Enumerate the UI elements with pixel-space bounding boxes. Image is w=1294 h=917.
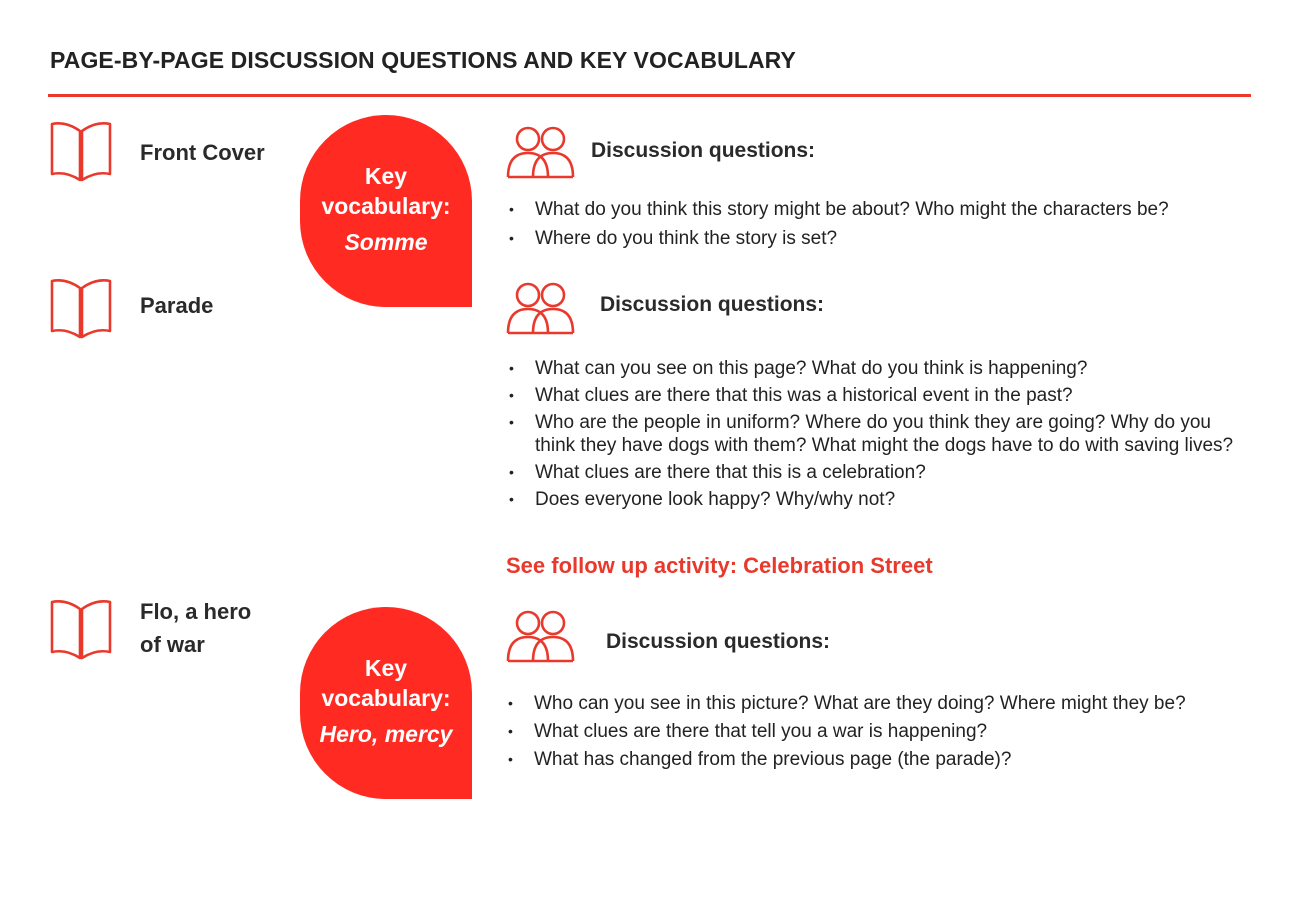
people-icon <box>506 281 576 335</box>
list-item: • Who can you see in this picture? What are they doing? Where might they be? <box>506 692 1251 715</box>
discussion-questions-heading: Discussion questions: <box>606 630 831 653</box>
list-item: • Where do you think the story is set? <box>507 227 1247 250</box>
title-divider <box>48 94 1251 97</box>
people-icon <box>506 609 576 663</box>
list-item: • What clues are there that this is a celebration? <box>507 461 1247 484</box>
open-book-icon <box>49 599 113 661</box>
page-label-front-cover: Front Cover <box>140 140 265 165</box>
list-item: • Who are the people in uniform? Where do you think they are going? Why do you think they have dogs with them? What might the dogs have to do with saving lives? <box>507 411 1247 457</box>
open-book-icon <box>49 278 113 340</box>
question-list <box>507 198 1247 250</box>
key-vocabulary-badge <box>300 607 472 799</box>
list-item: • What has changed from the previous page (the parade)? <box>506 748 1251 771</box>
list-item: • Does everyone look happy? Why/why not? <box>507 488 1247 511</box>
question-list <box>506 692 1251 771</box>
page-label-parade: Parade <box>140 293 214 318</box>
key-vocabulary-label: Key vocabulary: <box>321 655 451 711</box>
open-book-icon <box>49 121 113 183</box>
page-label-flo-hero-of-war: Flo, a hero of war <box>140 599 252 657</box>
page-title: PAGE-BY-PAGE DISCUSSION QUESTIONS AND KEY VOCABULARY <box>50 47 796 73</box>
key-vocabulary-badge <box>300 115 472 307</box>
follow-up-activity-link[interactable]: See follow up activity: Celebration Street <box>506 553 933 578</box>
list-item: • What do you think this story might be about? Who might the characters be? <box>507 198 1247 221</box>
people-icon <box>506 125 576 179</box>
list-item: • What can you see on this page? What do you think is happening? <box>507 357 1247 380</box>
list-item: • What clues are there that tell you a war is happening? <box>506 720 1251 743</box>
list-item: • What clues are there that this was a historical event in the past? <box>507 384 1247 407</box>
key-vocabulary-words: Somme <box>344 229 428 255</box>
question-list <box>507 357 1247 511</box>
discussion-questions-heading: Discussion questions: <box>591 139 816 162</box>
key-vocabulary-words: Hero, mercy <box>319 721 453 747</box>
discussion-questions-heading: Discussion questions: <box>600 293 825 316</box>
key-vocabulary-label: Key vocabulary: <box>321 163 451 219</box>
